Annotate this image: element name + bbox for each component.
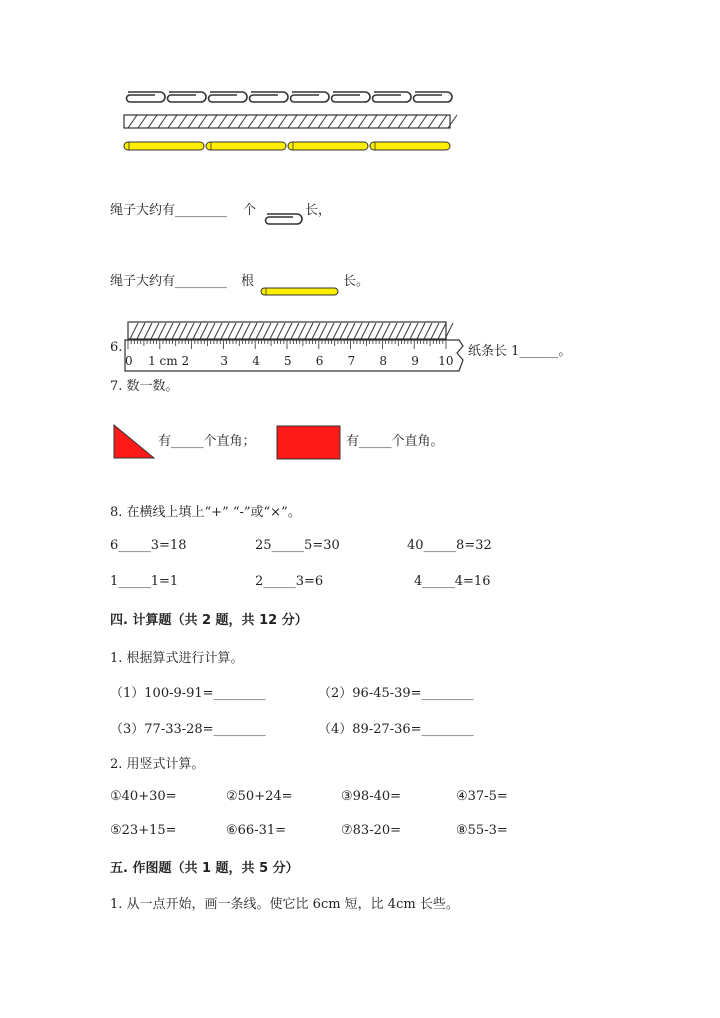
ruler-label: 8 [379, 354, 388, 368]
ruler-label: 6 [315, 354, 324, 368]
section-4-title: 四. 计算题（共 2 题，共 12 分） [110, 613, 308, 628]
s4-q2-item[interactable]: ①40+30= [110, 789, 177, 804]
rope-q1-prefix: 绳子大约有 [110, 203, 176, 218]
q8-item[interactable]: 2_____3=6 [255, 574, 324, 589]
rope-q1-suffix: 长， [305, 203, 332, 218]
s4-q2-item[interactable]: ②50+24= [226, 789, 293, 804]
rope-q1-unit: 个 [243, 203, 257, 218]
yellow-stick-icon [370, 142, 450, 150]
paperclip-icon [291, 92, 330, 102]
ruler-label: 4 [252, 354, 260, 368]
ruler-label: 3 [220, 354, 229, 368]
rope-q2-blank[interactable]: ________ [175, 274, 228, 289]
paperclip-icon [209, 92, 248, 102]
q8-item[interactable]: 25_____5=30 [255, 538, 340, 553]
ruler-label: 5 [284, 354, 292, 368]
paperclip-icon [261, 212, 301, 226]
q7-rect-answer[interactable]: 有_____个直角。 [346, 434, 444, 449]
q8-title: 8. 在横线上填上“+” “-”或“×”。 [110, 505, 301, 520]
rectangle-shape [276, 425, 342, 461]
s4-q2-item[interactable]: ⑦83-20= [341, 823, 402, 838]
ruler-label: 0 [125, 354, 133, 368]
yellow-stick-icon [206, 142, 286, 150]
paperclip-icon [332, 92, 371, 102]
s4-q2-item[interactable]: ⑤23+15= [110, 823, 177, 838]
s4-q2-item[interactable]: ⑥66-31= [226, 823, 287, 838]
rope-question-1 [110, 199, 227, 218]
ruler-figure [124, 320, 469, 375]
q7-triangle-answer[interactable]: 有_____个直角； [158, 434, 256, 449]
paperclip-icon [127, 92, 166, 102]
paperclip-icon [373, 92, 412, 102]
q8-item[interactable]: 4_____4=16 [414, 574, 491, 589]
rope-q2-unit: 根 [241, 274, 255, 289]
ruler-label: 10 [438, 354, 454, 368]
ruler-label: 7 [347, 354, 356, 368]
q6-number: 6. [110, 340, 123, 355]
q7-title: 7. 数一数。 [110, 379, 179, 394]
ruler-label: 1 cm 2 [148, 354, 190, 368]
yellow-stick-icon [124, 142, 204, 150]
q6-answer[interactable]: 纸条长 1______。 [468, 344, 572, 359]
s4-q1-title: 1. 根据算式进行计算。 [110, 651, 244, 666]
s4-q1-item[interactable]: （2）96-45-39=________ [318, 686, 474, 701]
s5-q1: 1. 从一点开始，画一条线。使它比 6cm 短，比 4cm 长些。 [110, 897, 459, 912]
paperclip-icon [168, 92, 207, 102]
rope-question-2 [110, 270, 227, 289]
q8-item[interactable]: 1_____1=1 [110, 574, 179, 589]
s4-q2-item[interactable]: ③98-40= [341, 789, 402, 804]
q8-item[interactable]: 6_____3=18 [110, 538, 187, 553]
s4-q2-item[interactable]: ⑧55-3= [456, 823, 508, 838]
rope-q2-prefix: 绳子大约有 [110, 274, 176, 289]
rope-q2-suffix: 长。 [343, 274, 370, 289]
yellow-stick-icon [288, 142, 368, 150]
q8-item[interactable]: 40_____8=32 [407, 538, 492, 553]
section-5-title: 五. 作图题（共 1 题，共 5 分） [110, 861, 299, 876]
paperclip-icon [414, 92, 453, 102]
rope-q1-blank[interactable]: ________ [175, 203, 228, 218]
s4-q1-item[interactable]: （1）100-9-91=________ [110, 686, 266, 701]
yellow-stick-icon [260, 287, 340, 297]
paperclip-row-figure [120, 88, 456, 158]
right-triangle-shape [113, 424, 157, 460]
ruler-label: 9 [411, 354, 419, 368]
s4-q1-item[interactable]: （4）89-27-36=________ [318, 722, 474, 737]
paperclip-icon [250, 92, 289, 102]
s4-q2-title: 2. 用竖式计算。 [110, 757, 205, 772]
s4-q1-item[interactable]: （3）77-33-28=________ [110, 722, 266, 737]
s4-q2-item[interactable]: ④37-5= [456, 789, 508, 804]
